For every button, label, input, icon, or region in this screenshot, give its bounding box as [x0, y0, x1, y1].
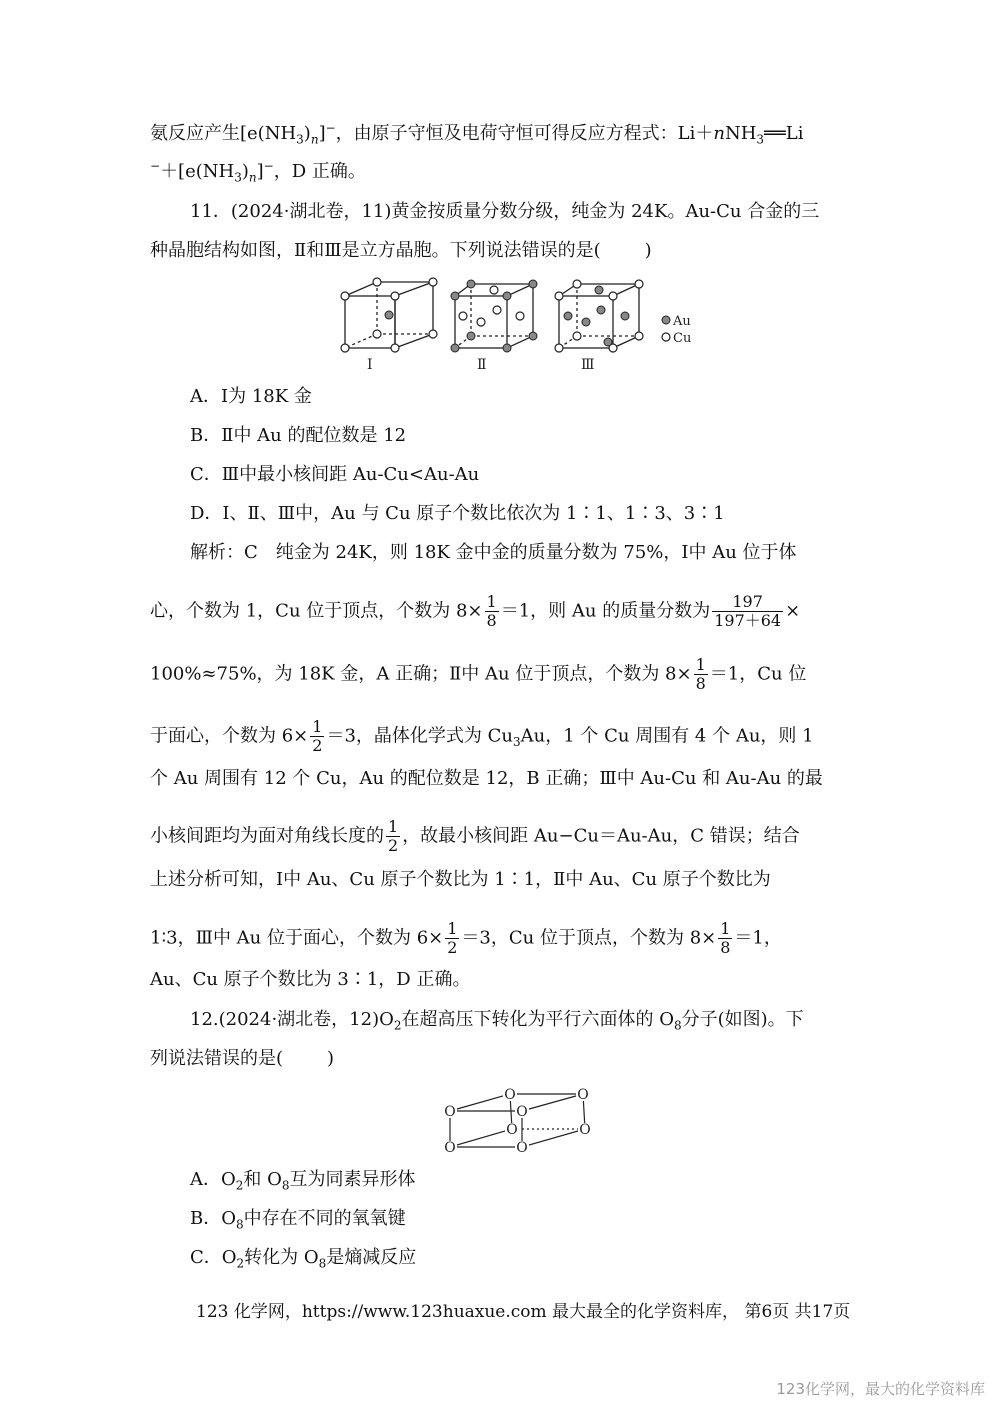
option-c: C．Ⅲ中最小核间距 Au-Cu<Au-Au: [190, 464, 480, 485]
oxygen-atom: O: [504, 1087, 516, 1103]
analysis-line9: Au、Cu 原子个数比为 3∶1，D 正确。: [150, 969, 471, 990]
oxygen-atom: O: [516, 1140, 528, 1156]
o8-molecule-figure: [430, 1080, 605, 1160]
analysis-line2: 心，个数为 1，Cu 位于顶点，个数为 8× $\frac{1}{8}$ ＝1，则 Au 的质量分数为 $\frac{197}{197+64}$ ×: [150, 592, 801, 630]
question-11-line1: 11．(2024·湖北卷，11)黄金按质量分数分级，纯金为 24K。Au-Cu 合金的三: [190, 201, 820, 222]
unit-cell-figure: [335, 276, 705, 376]
analysis-line6: 小核间距均为面对角线长度的 $\frac{1}{2}$ ，故最小核间距 Au−Cu＝Au-Au，C 错误；结合: [150, 817, 800, 855]
analysis-line3: 100%≈75%，为 18K 金，A 正确；Ⅱ中 Au 位于顶点，个数为 8× $\frac{1}{8}$ ＝1，Cu 位: [150, 655, 807, 693]
page-footer: 123 化学网，https://www.123huaxue.com 最大最全的化学资料库， 第6页 共17页: [196, 1302, 851, 1322]
question-12-line1: 12.(2024·湖北卷，$12)O_2$在超高压下转化为平行六面体的 $O_8$分子(如图)。下: [190, 1009, 804, 1033]
option-a: A．Ⅰ为 18K 金: [190, 386, 312, 407]
analysis-line5: 个 Au 周围有 12 个 Cu，Au 的配位数是 12，B 正确；Ⅲ中 Au-Cu 和 Au-Au 的最: [150, 768, 823, 789]
analysis-line4: 于面心，个数为 6× $\frac{1}{2}$ ＝3，晶体化学式为 $Cu_3Au$，1 个 Cu 周围有 4 个 Au，则 1: [150, 717, 814, 755]
fraction: $\frac{1}{8}$: [720, 919, 731, 957]
oxygen-atom: O: [444, 1104, 456, 1120]
option-d: D．Ⅰ、Ⅱ、Ⅲ中，Au 与 Cu 原子个数比依次为 1∶1、1∶3、3∶1: [190, 503, 725, 524]
fraction: $\frac{1}{8}$: [695, 655, 706, 693]
oxygen-atom: O: [579, 1122, 591, 1138]
fraction: $\frac{197}{197+64}$: [714, 592, 782, 630]
cell-label-3: Ⅲ: [581, 357, 595, 373]
cell-label-2: Ⅱ: [477, 357, 487, 373]
q12-option-a: A．$O_2$和 $O_8$互为同素异形体: [190, 1169, 416, 1193]
superscript: −: [325, 121, 336, 135]
fraction: $\frac{1}{2}$: [447, 919, 458, 957]
oxygen-atom: O: [577, 1087, 589, 1103]
text-line: 氨反应产生$[e(NH_3)_n]^-$，由原子守恒及电荷守恒可得反应方程式：Li＋nNH$_3$══Li: [150, 121, 804, 147]
analysis-line8: 1∶3，Ⅲ中 Au 位于面心，个数为 6× $\frac{1}{2}$ ＝3，Cu 位于顶点，个数为 8× $\frac{1}{8}$ ＝1，: [150, 919, 782, 957]
fraction: $\frac{1}{2}$: [388, 817, 399, 855]
fraction: $\frac{1}{2}$: [312, 717, 323, 755]
watermark: 123化学网，最大的化学资料库: [776, 1380, 985, 1398]
legend-cu-label: Cu: [673, 331, 692, 346]
legend-au-label: Au: [673, 314, 691, 329]
oxygen-atom: O: [444, 1140, 456, 1156]
subscript: 3: [296, 132, 304, 147]
text-line: $^-+[e(NH_3)_n]^-$，D 正确。: [150, 159, 366, 185]
oxygen-atom: O: [506, 1122, 518, 1138]
q12-option-b: B．$O_8$中存在不同的氧氧键: [190, 1208, 406, 1232]
fraction: $\frac{1}{8}$: [486, 592, 497, 630]
analysis-line1: 解析：C 纯金为 24K，则 18K 金中金的质量分数为 75%，Ⅰ中 Au 位于体: [190, 542, 797, 563]
question-12-line2: 列说法错误的是( ): [150, 1048, 335, 1069]
cell-label-1: Ⅰ: [367, 357, 373, 373]
oxygen-atom: O: [516, 1104, 528, 1120]
question-11-line2: 种晶胞结构如图，Ⅱ和Ⅲ是立方晶胞。下列说法错误的是( ): [150, 240, 652, 261]
option-b: B．Ⅱ中 Au 的配位数是 12: [190, 425, 407, 446]
variable-n: n: [713, 123, 725, 144]
subscript: n: [310, 132, 319, 147]
q12-option-c: C．$O_2$转化为 $O_8$是熵减反应: [190, 1247, 417, 1271]
analysis-line7: 上述分析可知，Ⅰ中 Au、Cu 原子个数比为 1∶1，Ⅱ中 Au、Cu 原子个数比为: [150, 869, 771, 890]
